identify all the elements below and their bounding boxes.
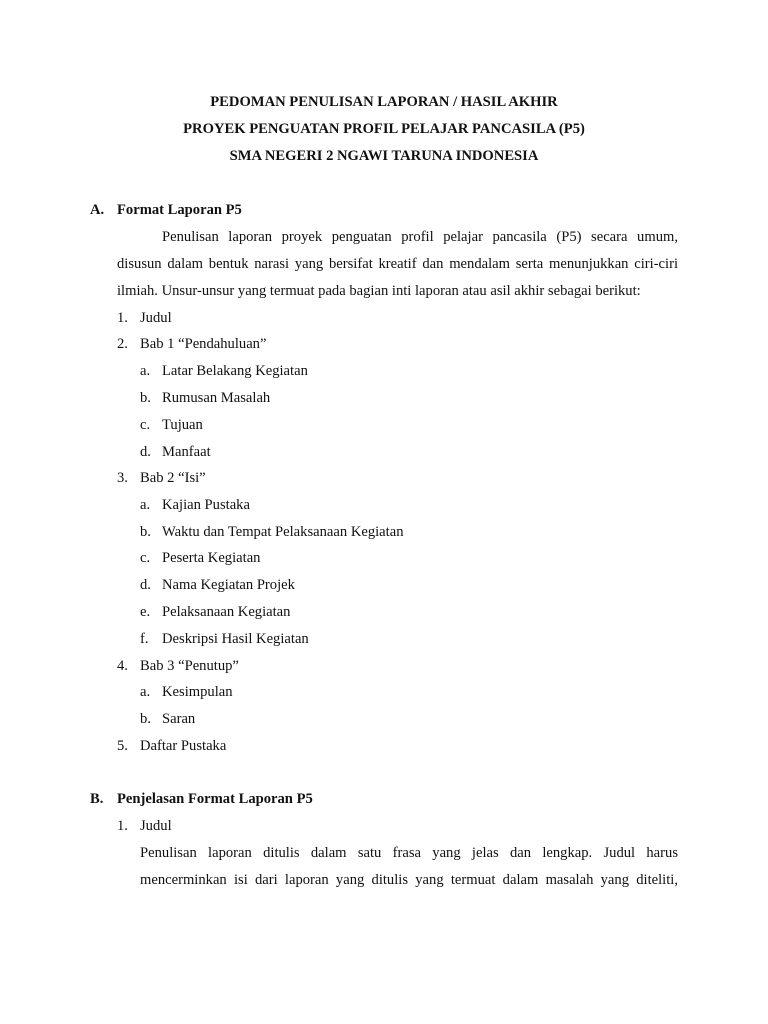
sublist-item: Pelaksanaan Kegiatan — [162, 604, 291, 620]
sublist-letter: a. — [140, 684, 151, 700]
section-a-marker: A. — [90, 202, 105, 218]
sublist-item: Deskripsi Hasil Kegiatan — [162, 631, 309, 647]
list-item: Judul — [140, 310, 172, 326]
sublist-item: Latar Belakang Kegiatan — [162, 363, 308, 379]
sublist-letter: a. — [140, 497, 151, 513]
sublist-letter: b. — [140, 390, 151, 406]
section-b-marker: B. — [90, 791, 104, 807]
sublist-item: Peserta Kegiatan — [162, 550, 261, 566]
list-number: 3. — [117, 470, 128, 486]
sublist-item: Rumusan Masalah — [162, 390, 271, 406]
sublist-item: Nama Kegiatan Projek — [162, 577, 295, 593]
section-b-heading: Penjelasan Format Laporan P5 — [117, 791, 313, 807]
doc-title-line-1: PEDOMAN PENULISAN LAPORAN / HASIL AKHIR — [210, 94, 558, 110]
sublist-letter: c. — [140, 417, 151, 433]
list-number: 5. — [117, 738, 128, 754]
doc-title-line-3: SMA NEGERI 2 NGAWI TARUNA INDONESIA — [229, 148, 539, 164]
list-number: 4. — [117, 658, 128, 674]
list-item: Bab 1 “Pendahuluan” — [140, 336, 267, 352]
section-a-paragraph-line-3: ilmiah. Unsur-unsur yang termuat pada bagian inti laporan atau asil akhir sebagai berikut: — [117, 283, 641, 299]
sublist-letter: d. — [140, 444, 151, 460]
sublist-item: Kajian Pustaka — [162, 497, 250, 513]
list-number: 1. — [117, 818, 128, 834]
sublist-letter: c. — [140, 550, 151, 566]
sublist-item: Saran — [162, 711, 196, 727]
sublist-item: Kesimpulan — [162, 684, 233, 700]
list-item: Daftar Pustaka — [140, 738, 227, 754]
sublist-item: Tujuan — [162, 417, 203, 433]
sublist-letter: b. — [140, 711, 151, 727]
section-a-heading: Format Laporan P5 — [117, 202, 242, 218]
section-a-paragraph-line-1: Penulisan laporan proyek penguatan profil pelajar pancasila (P5) secara umum, — [162, 229, 678, 245]
sublist-letter: a. — [140, 363, 151, 379]
sublist-letter: b. — [140, 524, 151, 540]
list-item: Judul — [140, 818, 172, 834]
section-b-paragraph-line-1: Penulisan laporan ditulis dalam satu frasa yang jelas dan lengkap. Judul harus — [140, 845, 678, 861]
sublist-item: Manfaat — [162, 444, 211, 460]
list-number: 1. — [117, 310, 128, 326]
list-item: Bab 3 “Penutup” — [140, 658, 239, 674]
doc-title-line-2: PROYEK PENGUATAN PROFIL PELAJAR PANCASILA (P5) — [183, 121, 585, 137]
section-a-paragraph-line-2: disusun dalam bentuk narasi yang bersifat kreatif dan mendalam serta menunjukkan ciri-ciri — [117, 256, 678, 272]
sublist-letter: f. — [140, 631, 149, 647]
sublist-letter: d. — [140, 577, 151, 593]
sublist-letter: e. — [140, 604, 151, 620]
list-number: 2. — [117, 336, 128, 352]
list-item: Bab 2 “Isi” — [140, 470, 206, 486]
sublist-item: Waktu dan Tempat Pelaksanaan Kegiatan — [162, 524, 404, 540]
section-b-paragraph-line-2: mencerminkan isi dari laporan yang ditulis yang termuat dalam masalah yang diteliti, — [140, 872, 678, 888]
